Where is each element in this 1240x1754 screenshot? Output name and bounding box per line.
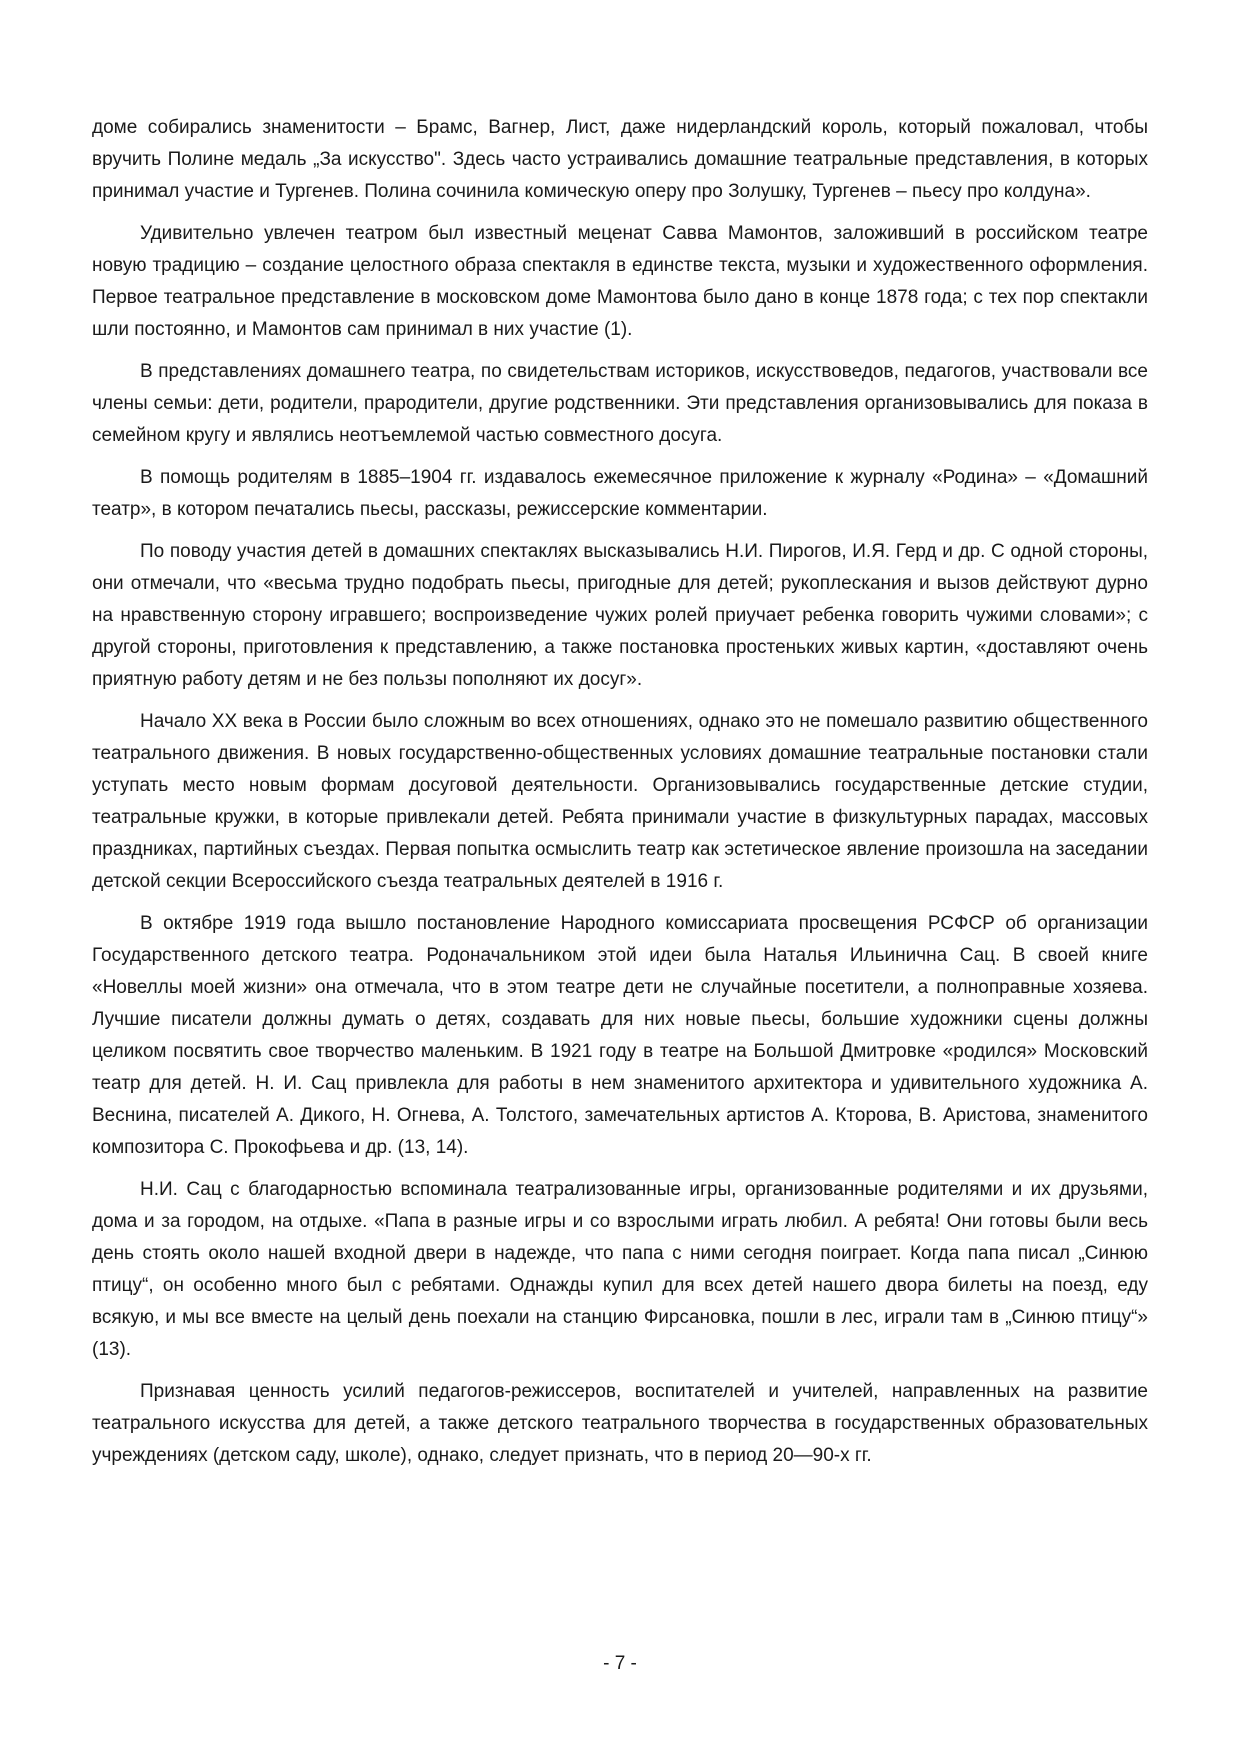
paragraph: По поводу участия детей в домашних спектаклях высказывались Н.И. Пирогов, И.Я. Герд и др. С одной стороны, они отмечали, что «весьма трудно подобрать пьесы, пригодные для детей; рукоплескания и вызов действуют дурно на нравственную сторону игравшего; воспроизведение чужих ролей приучает ребенка говорить чужими словами»; с другой стороны, приготовления к представлению, а также постановка простеньких живых картин, «доставляют очень приятную работу детям и не без пользы пополняют их досуг». <box>92 541 1148 690</box>
paragraph: Удивительно увлечен театром был известный меценат Савва Мамонтов, заложивший в российском театре новую традицию – создание целостного образа спектакля в единстве текста, музыки и художественного оформления. Первое театральное представление в московском доме Мамонтова было дано в конце 1878 года; с тех пор спектакли шли постоянно, и Мамонтов сам принимал в них участие (1). <box>92 223 1148 340</box>
document-body <box>92 112 1148 1482</box>
paragraph: В помощь родителям в 1885–1904 гг. издавалось ежемесячное приложение к журналу «Родина» – «Домашний театр», в котором печатались пьесы, рассказы, режиссерские комментарии. <box>92 467 1148 520</box>
paragraph: Н.И. Сац с благодарностью вспоминала театрализованные игры, организованные родителями и их друзьями, дома и за городом, на отдыхе. «Папа в разные игры и со взрослыми играть любил. А ребята! Они готовы были весь день стоять около нашей входной двери в надежде, что папа с ними сегодня поиграет. Когда папа писал „Синюю птицу“, он особенно много был с ребятами. Однажды купил для всех детей нашего двора билеты на поезд, еду всякую, и мы все вместе на целый день поехали на станцию Фирсановка, пошли в лес, играли там в „Синюю птицу“» (13). <box>92 1179 1148 1360</box>
paragraph: В октябре 1919 года вышло постановление Народного комиссариата просвещения РСФСР об организации Государственного детского театра. Родоначальником этой идеи была Наталья Ильинична Сац. В своей книге «Новеллы моей жизни» она отмечала, что в этом театре дети не случайные посетители, а полноправные хозяева. Лучшие писатели должны думать о детях, создавать для них новые пьесы, большие художники сцены должны целиком посвятить свое творчество маленьким. В 1921 году в театре на Большой Дмитровке «родился» Московский театр для детей. Н. И. Сац привлекла для работы в нем знаменитого архитектора и удивительного художника А. Веснина, писателей А. Дикого, Н. Огнева, А. Толстого, замечательных артистов А. Кторова, В. Аристова, знаменитого композитора С. Прокофьева и др. (13, 14). <box>92 913 1148 1158</box>
paragraph: доме собирались знаменитости – Брамс, Вагнер, Лист, даже нидерландский король, который пожаловал, чтобы вручить Полине медаль „За искусство". Здесь часто устраивались домашние театральные представления, в которых принимал участие и Тургенев. Полина сочинила комическую оперу про Золушку, Тургенев – пьесу про колдуна». <box>92 117 1148 202</box>
page-number: - 7 - <box>603 1653 637 1674</box>
paragraph: Признавая ценность усилий педагогов-режиссеров, воспитателей и учителей, направленных на развитие театрального искусства для детей, а также детского театрального творчества в государственных образовательных учреждениях (детском саду, школе), однако, следует признать, что в период 20—90-х гг. <box>92 1381 1148 1466</box>
paragraph: Начало XX века в России было сложным во всех отношениях, однако это не помешало развитию общественного театрального движения. В новых государственно-общественных условиях домашние театральные постановки стали уступать место новым формам досуговой деятельности. Организовывались государственные детские студии, театральные кружки, в которые привлекали детей. Ребята принимали участие в физкультурных парадах, массовых праздниках, партийных съездах. Первая попытка осмыслить театр как эстетическое явление произошла на заседании детской секции Всероссийского съезда театральных деятелей в 1916 г. <box>92 711 1148 892</box>
paragraph: В представлениях домашнего театра, по свидетельствам историков, искусствоведов, педагогов, участвовали все члены семьи: дети, родители, прародители, другие родственники. Эти представления организовывались для показа в семейном кругу и являлись неотъемлемой частью совместного досуга. <box>92 361 1148 446</box>
